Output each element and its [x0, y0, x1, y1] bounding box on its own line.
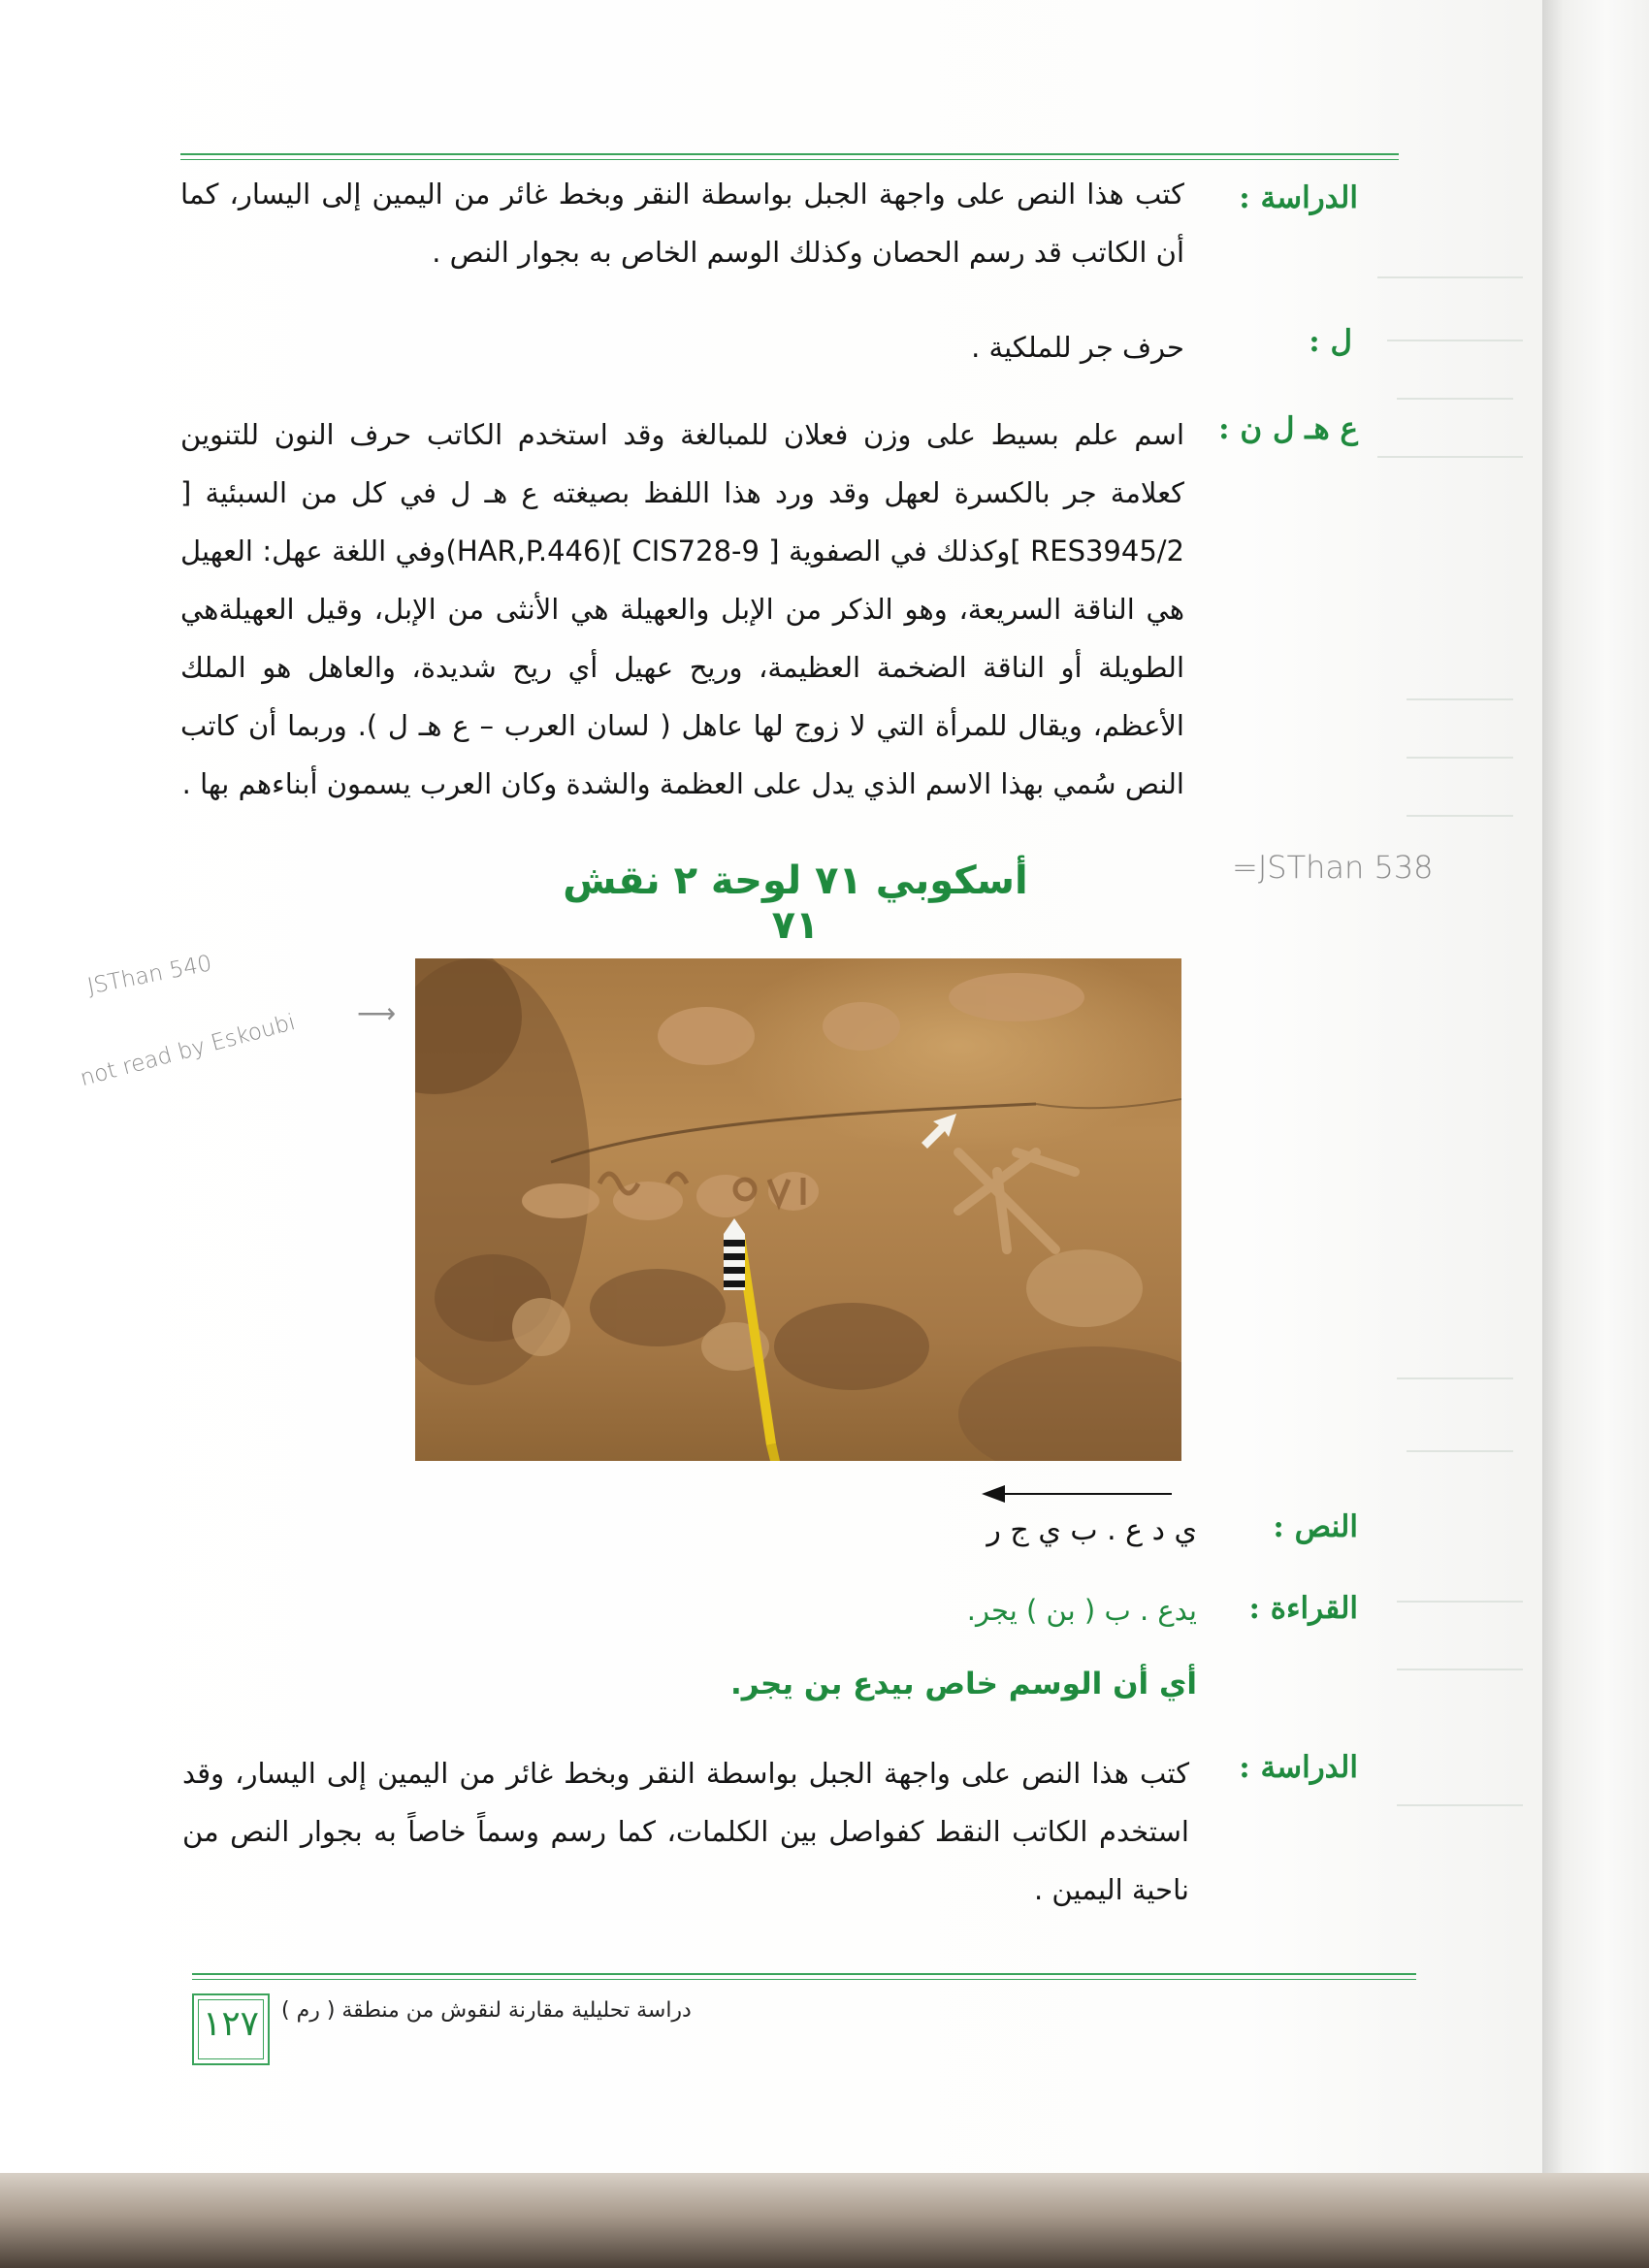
text-label: النص :: [1273, 1509, 1358, 1544]
handwritten-arrow: ⟶: [357, 997, 397, 1029]
running-footer-title: دراسة تحليلية مقارنة لنقوش من منطقة ( رم ): [281, 1998, 692, 2023]
bleed-through-line: [1397, 1669, 1523, 1670]
bleed-through-line: [1406, 1450, 1513, 1452]
footer-rule: [192, 1973, 1416, 1975]
bleed-through-line: [1406, 815, 1513, 817]
handwritten-note-left-1: JSThan 540: [85, 951, 214, 1000]
inscription-title: أسكوبي ٧١ لوحة ٢ نقش ٧١: [563, 859, 1028, 948]
study-label: الدراسة :: [1239, 180, 1358, 215]
handwritten-note-left-2: not read by Eskoubi: [78, 1009, 299, 1092]
scan-shadow: [0, 2173, 1649, 2268]
conclusion-statement: أي أن الوسم خاص بيدع بن يجر.: [729, 1667, 1197, 1701]
bleed-through-line: [1397, 1377, 1513, 1379]
study-label-2: الدراسة :: [1239, 1750, 1358, 1785]
bleed-through-line: [1377, 456, 1523, 458]
bleed-through-line: [1397, 1804, 1523, 1806]
bleed-through-line: [1397, 398, 1513, 400]
lam-definition: حرف جر للملكية .: [971, 331, 1184, 364]
page-number: ١٢٧: [202, 2004, 259, 2044]
reading-label: القراءة :: [1248, 1591, 1358, 1626]
direction-arrow-line: [1001, 1493, 1172, 1495]
bleed-through-line: [1397, 1601, 1523, 1603]
study-paragraph: كتب هذا النص على واجهة الجبل بواسطة النقر وبخط غائر من اليمين إلى اليسار، كما أن الكاتب قد رسم الحصان وكذلك الوسم الخاص به بجوار النص .: [180, 178, 1184, 269]
bleed-through-line: [1406, 698, 1513, 700]
bleed-through-line: [1387, 340, 1523, 341]
ahln-label: ع هـ ل ن :: [1218, 411, 1358, 446]
bleed-through-line: [1377, 276, 1523, 278]
lam-label: ل :: [1309, 324, 1352, 359]
inscription-photo: [415, 958, 1181, 1461]
reading-value: يدع . ب ( بن ) يجر.: [966, 1594, 1197, 1627]
header-rule: [180, 153, 1399, 155]
handwritten-note-right: =JSThan 538: [1232, 849, 1434, 886]
page-edge: [1542, 0, 1649, 2173]
study-paragraph-2: كتب هذا النص على واجهة الجبل بواسطة النقر وبخط غائر من اليمين إلى اليسار، وقد استخدم الكاتب النقط كفواصل بين الكلمات، كما رسم وسماً خاصاً به بجوار النص من ناحية اليمين .: [182, 1757, 1189, 1906]
ahln-definition: اسم علم بسيط على وزن فعلان للمبالغة وقد استخدم الكاتب حرف النون للتنوين كعلامة جر بالكسرة لعهل وقد ورد هذا اللفظ بصيغته ع هـ ل في كل من السبئية [ RES3945/2 ]وكذلك في الصفوية [ CIS728-9 ](HAR,P.446)وفي اللغة عهل: العهيل هي الناقة السريعة، وهو الذكر من الإبل والعهيلة هي الأنثى من الإبل، وقيل العهيلةهي الطويلة أو الناقة الضخمة العظيمة، وريح عهيل أي ريح شديدة، والعاهل هو الملك الأعظم، ويقال للمرأة التي لا زوج لها عاهل ( لسان العرب – ع هـ ل ). وربما أن كاتب النص سُمي بهذا الاسم الذي يدل على العظمة والشدة وكان العرب يسمون أبناءهم بها .: [180, 418, 1184, 800]
inscription-transliteration: ي د ع . ب ي ج ر: [986, 1513, 1197, 1547]
bleed-through-line: [1406, 757, 1513, 759]
